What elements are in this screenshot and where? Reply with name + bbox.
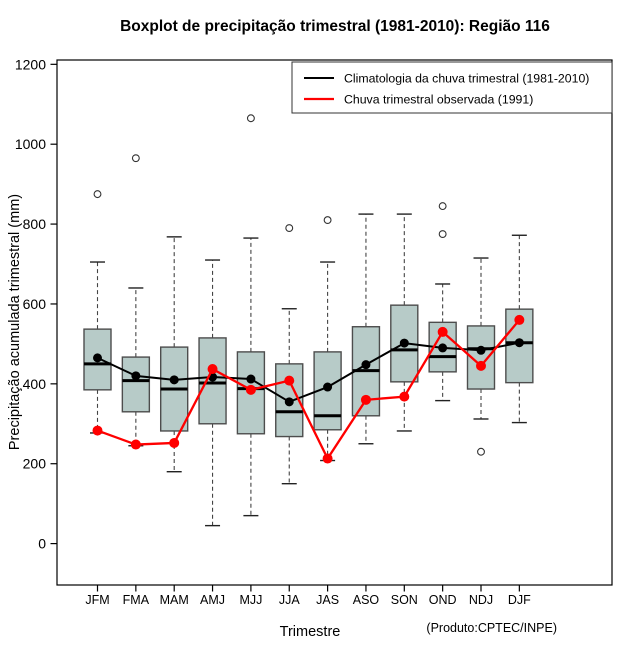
x-axis-label: Trimestre <box>279 624 341 640</box>
series-point-0-ASO <box>362 361 370 369</box>
series-point-1-MAM <box>170 438 179 447</box>
series-point-1-JAS <box>323 454 332 463</box>
series-point-1-ASO <box>361 395 370 404</box>
x-tick-label-AMJ: AMJ <box>200 593 226 607</box>
series-point-1-MJJ <box>246 385 255 394</box>
series-point-0-SON <box>400 339 408 347</box>
y-tick-label-400: 400 <box>22 375 46 392</box>
y-tick-label-200: 200 <box>22 455 46 472</box>
x-tick-label-JFM: JFM <box>85 593 110 607</box>
outlier-OND-1 <box>439 231 446 238</box>
outlier-FMA-0 <box>132 155 139 162</box>
x-tick-label-FMA: FMA <box>122 593 150 607</box>
chart-title: Boxplot de precipitação trimestral (1981-2010): Região 116 <box>120 18 550 35</box>
outlier-JFM-0 <box>94 191 101 198</box>
series-point-1-OND <box>438 327 447 336</box>
outlier-JAS-0 <box>324 217 331 224</box>
x-tick-label-OND: OND <box>428 593 457 607</box>
box-FMA <box>122 357 149 412</box>
legend-label-0: Climatologia da chuva trimestral (1981-2010) <box>344 71 590 86</box>
x-tick-label-JAS: JAS <box>316 593 340 607</box>
x-tick-label-SON: SON <box>390 593 418 607</box>
series-point-1-AMJ <box>208 365 217 374</box>
series-point-1-JFM <box>93 426 102 435</box>
series-point-0-DJF <box>515 339 523 347</box>
series-point-0-NDJ <box>477 346 485 354</box>
plot-content <box>15 56 612 607</box>
x-tick-label-DJF: DJF <box>507 593 531 607</box>
series-point-0-OND <box>439 344 447 352</box>
series-point-1-SON <box>400 392 409 401</box>
outlier-OND-0 <box>439 203 446 210</box>
y-tick-label-1200: 1200 <box>14 56 46 73</box>
y-tick-label-800: 800 <box>22 216 46 233</box>
series-point-1-NDJ <box>477 361 486 370</box>
y-tick-label-600: 600 <box>22 295 46 312</box>
series-point-1-JJA <box>285 376 294 385</box>
outlier-JJA-0 <box>286 225 293 232</box>
series-point-0-JJA <box>285 398 293 406</box>
outlier-NDJ-0 <box>478 448 485 455</box>
y-tick-label-0: 0 <box>38 535 46 552</box>
y-tick-label-1000: 1000 <box>14 136 46 153</box>
series-point-0-JFM <box>94 354 102 362</box>
series-point-0-MAM <box>170 376 178 384</box>
y-axis-label: Precipitação acumulada trimestral (mm) <box>7 193 23 451</box>
x-tick-label-MJJ: MJJ <box>239 593 263 607</box>
product-credit: (Produto:CPTEC/INPE) <box>426 621 557 635</box>
outlier-MJJ-0 <box>248 115 255 122</box>
x-tick-label-ASO: ASO <box>352 593 380 607</box>
series-point-1-DJF <box>515 315 524 324</box>
legend-label-1: Chuva trimestral observada (1991) <box>344 92 534 107</box>
series-point-0-MJJ <box>247 375 255 383</box>
series-point-0-FMA <box>132 372 140 380</box>
x-tick-label-JJA: JJA <box>278 593 300 607</box>
x-tick-label-NDJ: NDJ <box>468 593 494 607</box>
x-tick-label-MAM: MAM <box>159 593 189 607</box>
series-point-1-FMA <box>131 440 140 449</box>
series-point-0-JAS <box>324 383 332 391</box>
